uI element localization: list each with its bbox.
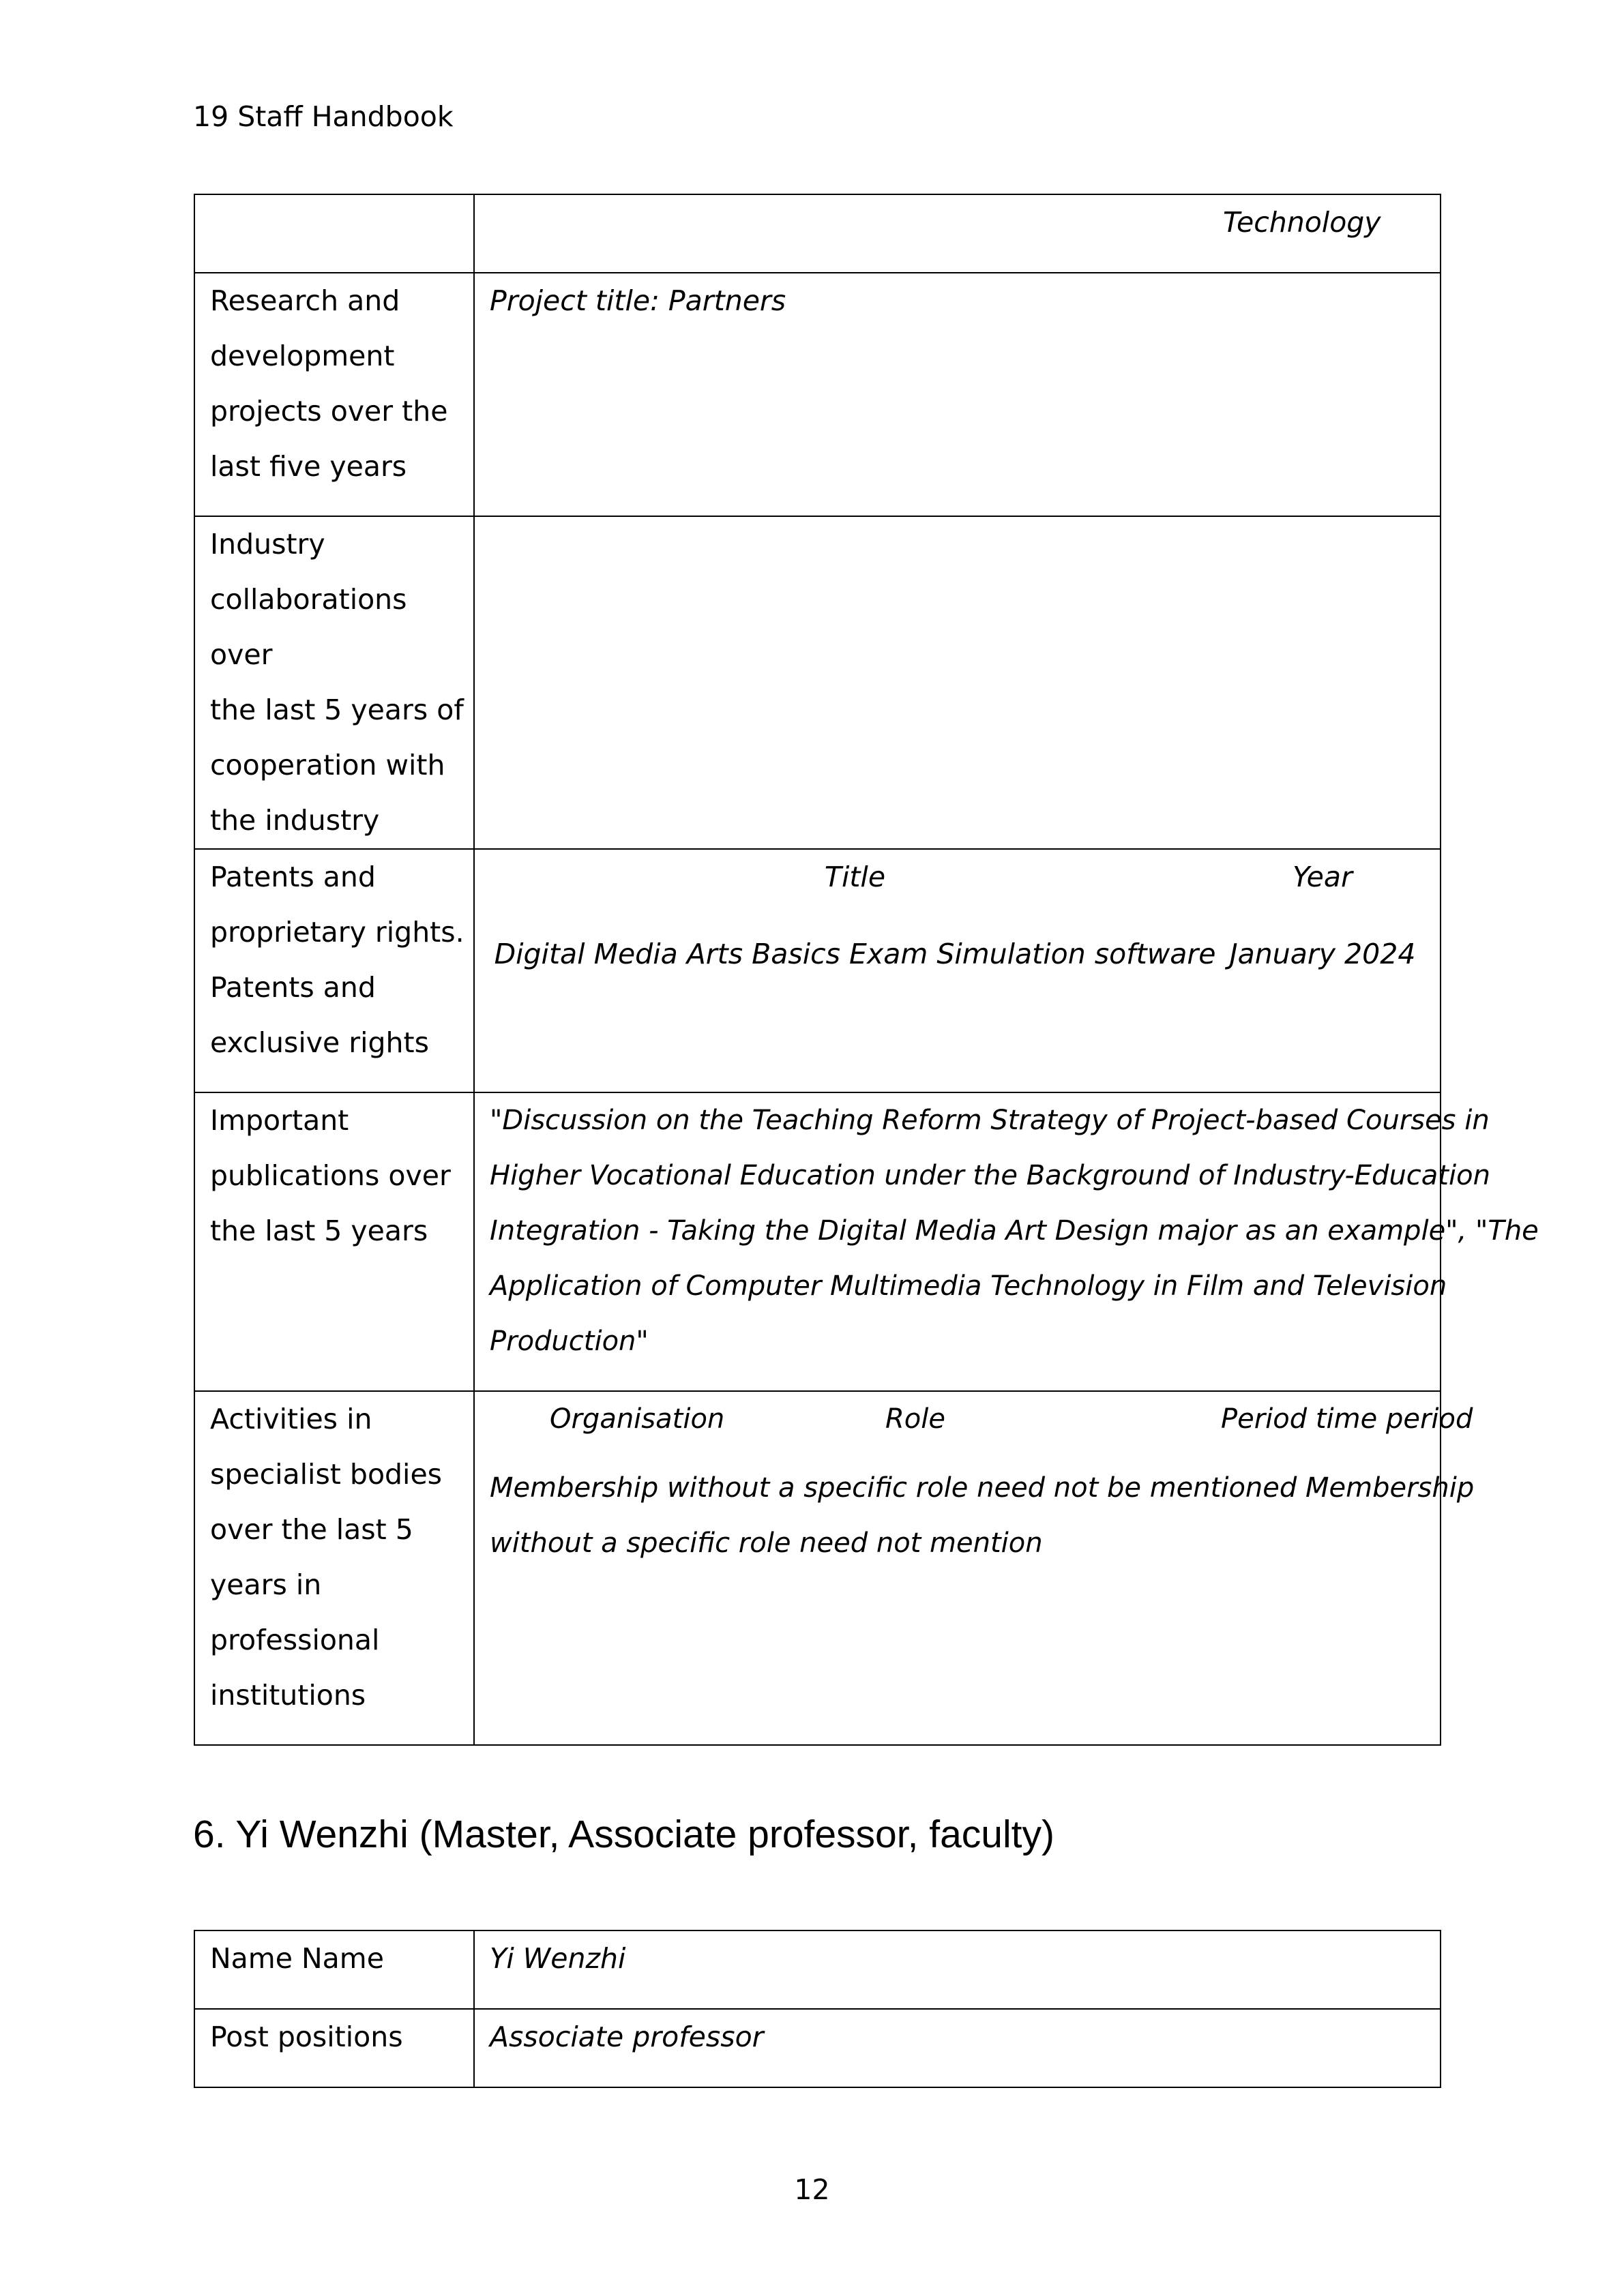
label-line: proprietary rights. <box>210 916 464 949</box>
table-row-publications <box>194 1092 1441 1391</box>
activities-note-line: without a specific role need not mention <box>490 1527 1043 1559</box>
label-line: years in <box>210 1568 322 1601</box>
staff-profile-table <box>194 1930 1441 2088</box>
page-number: 12 <box>794 2173 830 2206</box>
activities-role-header: Role <box>885 1403 945 1435</box>
patents-value <box>474 849 1441 1092</box>
row-label <box>194 194 474 273</box>
post-value: Associate professor <box>474 2009 1441 2087</box>
table-row <box>194 194 1441 273</box>
post-label: Post positions <box>194 2009 474 2087</box>
publication-line: Production" <box>490 1326 649 1357</box>
activities-note-line: Membership without a specific role need not be mentioned Membership <box>490 1472 1475 1504</box>
industry-label <box>194 516 474 849</box>
table-row-industry <box>194 516 1441 849</box>
publication-line: "Discussion on the Teaching Reform Strategy of Project-based Courses in <box>490 1105 1490 1136</box>
activities-note <box>490 1439 1475 1571</box>
table-row-post <box>194 2009 1441 2087</box>
label-line: specialist bodies <box>210 1458 443 1491</box>
research-value: Project title: Partners <box>474 273 1441 516</box>
label-line: Important <box>210 1104 349 1137</box>
activities-header-row <box>490 1392 1473 1439</box>
row-value-text: Technology <box>1223 206 1381 239</box>
research-label <box>194 273 474 516</box>
activities-label <box>194 1391 474 1745</box>
label-line: development <box>210 340 395 372</box>
label-line: collaborations over <box>210 583 407 671</box>
section-heading: 6. Yi Wenzhi (Master, Associate professor, faculty) <box>193 1813 1054 1856</box>
label-line: professional <box>210 1624 380 1656</box>
industry-value <box>474 516 1441 849</box>
label-line: the industry <box>210 804 380 837</box>
publications-value <box>474 1092 1539 1391</box>
publication-line: Application of Computer Multimedia Technology in Film and Television <box>490 1270 1447 1302</box>
staff-details-table-continued <box>194 194 1539 1746</box>
activities-period-header: Period time period <box>1221 1403 1473 1435</box>
name-value: Yi Wenzhi <box>474 1930 1441 2009</box>
label-line: last five years <box>210 450 407 483</box>
patents-header-row <box>490 850 1425 897</box>
label-line: Patents and <box>210 971 376 1004</box>
patents-label <box>194 849 474 1092</box>
label-line: the last 5 years of <box>210 694 464 726</box>
patent-item <box>490 897 1425 974</box>
label-line: Research and <box>210 284 400 317</box>
patent-title-header: Title <box>824 861 886 893</box>
label-line: the last 5 years <box>210 1214 428 1247</box>
publication-line: Higher Vocational Education under the Background of Industry-Education <box>490 1160 1490 1191</box>
label-line: institutions <box>210 1679 366 1712</box>
label-line: cooperation with <box>210 749 445 781</box>
activities-organisation-header: Organisation <box>550 1403 725 1435</box>
publication-line: Integration - Taking the Digital Media Art Design major as an example", "The <box>490 1215 1539 1247</box>
label-line: over the last 5 <box>210 1513 413 1546</box>
table-row-name <box>194 1930 1441 2009</box>
label-line: publications over <box>210 1159 451 1192</box>
label-line: Patents and <box>210 861 376 893</box>
name-label: Name Name <box>194 1930 474 2009</box>
activities-value <box>474 1391 1475 1745</box>
table-row-activities <box>194 1391 1441 1745</box>
running-header: 19 Staff Handbook <box>193 100 454 133</box>
label-line: Activities in <box>210 1403 372 1435</box>
patent-year: January 2024 <box>1229 938 1416 970</box>
patent-year-header: Year <box>1293 861 1353 893</box>
label-line: Industry <box>210 528 325 561</box>
label-line: exclusive rights <box>210 1026 429 1059</box>
row-value <box>474 194 1441 273</box>
table-row-research <box>194 273 1441 516</box>
publications-label <box>194 1092 474 1391</box>
table-row-patents <box>194 849 1441 1092</box>
label-line: projects over the <box>210 395 448 428</box>
patent-title: Digital Media Arts Basics Exam Simulation software <box>494 938 1216 970</box>
